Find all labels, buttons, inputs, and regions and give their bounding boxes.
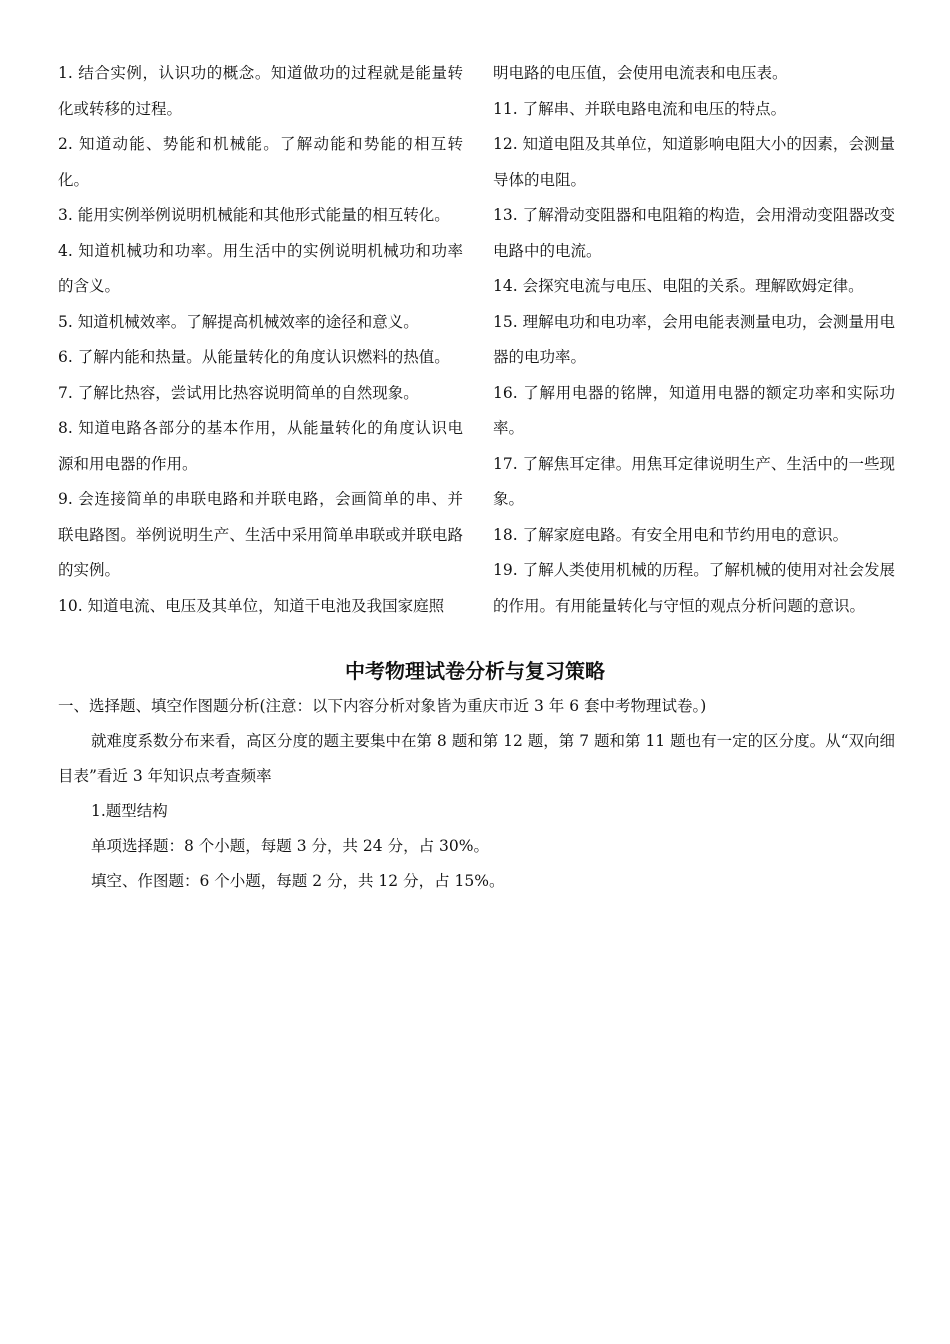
standard-item-8: 8. 知道电路各部分的基本作用，从能量转化的角度认识电源和用电器的作用。 — [58, 419, 463, 473]
fill-question-line: 填空、作图题：6 个小题，每题 2 分，共 12 分，占 15%。 — [91, 872, 505, 890]
standard-item-9: 9. 会连接简单的串联电路和并联电路，会画简单的串、并联电路图。举例说明生产、生活中采用简单串联或并联电路的实例。 — [58, 490, 463, 579]
subheading-structure: 1.题型结构 — [91, 802, 168, 820]
section-heading: 一、选择题、填空作图题分析(注意：以下内容分析对象皆为重庆市近 3 年 6 套中考物理试卷。) — [58, 697, 707, 715]
document-title: 中考物理试卷分析与复习策略 — [345, 659, 605, 683]
choice-question-line: 单项选择题：8 个小题，每题 3 分，共 24 分，占 30%。 — [91, 837, 489, 855]
standard-item-13: 13. 了解滑动变阻器和电阻箱的构造，会用滑动变阻器改变电路中的电流。 — [493, 206, 895, 260]
standard-item-4: 4. 知道机械功和功率。用生活中的实例说明机械功和功率的含义。 — [58, 241, 463, 295]
standard-item-16: 16. 了解用电器的铭牌，知道用电器的额定功率和实际功率。 — [493, 383, 895, 437]
standard-item-12: 12. 知道电阻及其单位，知道影响电阻大小的因素，会测量导体的电阻。 — [493, 135, 895, 189]
right-column — [493, 56, 895, 624]
left-column — [58, 56, 463, 624]
standard-item-2: 2. 知道动能、势能和机械能。了解动能和势能的相互转化。 — [58, 135, 463, 189]
standard-item-18: 18. 了解家庭电路。有安全用电和节约用电的意识。 — [493, 525, 849, 544]
standard-item-1: 1. 结合实例，认识功的概念。知道做功的过程就是能量转化或转移的过程。 — [58, 64, 463, 118]
standard-item-3: 3. 能用实例举例说明机械能和其他形式能量的相互转化。 — [58, 206, 450, 224]
analysis-section — [58, 689, 896, 899]
standard-item-17: 17. 了解焦耳定律。用焦耳定律说明生产、生活中的一些现象。 — [493, 454, 895, 508]
standard-item-14: 14. 会探究电流与电压、电阻的关系。理解欧姆定律。 — [493, 277, 864, 295]
standard-item-19: 19. 了解人类使用机械的历程。了解机械的使用对社会发展的作用。有用能量转化与守恒的观点分析问题的意识。 — [493, 561, 895, 615]
standard-item-10-continued: 明电路的电压值，会使用电流表和电压表。 — [493, 64, 788, 82]
standard-item-7: 7. 了解比热容，尝试用比热容说明简单的自然现象。 — [58, 383, 419, 402]
standard-item-5: 5. 知道机械效率。了解提高机械效率的途径和意义。 — [58, 312, 419, 331]
standard-item-6: 6. 了解内能和热量。从能量转化的角度认识燃料的热值。 — [58, 348, 450, 366]
standard-item-10: 10. 知道电流、电压及其单位，知道干电池及我国家庭照 — [58, 596, 445, 615]
standard-item-11: 11. 了解串、并联电路电流和电压的特点。 — [493, 99, 787, 118]
difficulty-paragraph: 就难度系数分布来看，高区分度的题主要集中在第 8 题和第 12 题，第 7 题和第 11 题也有一定的区分度。从“双向细目表”看近 3 年知识点考查频率 — [58, 732, 896, 785]
standard-item-15: 15. 理解电功和电功率，会用电能表测量电功，会测量用电器的电功率。 — [493, 312, 895, 366]
